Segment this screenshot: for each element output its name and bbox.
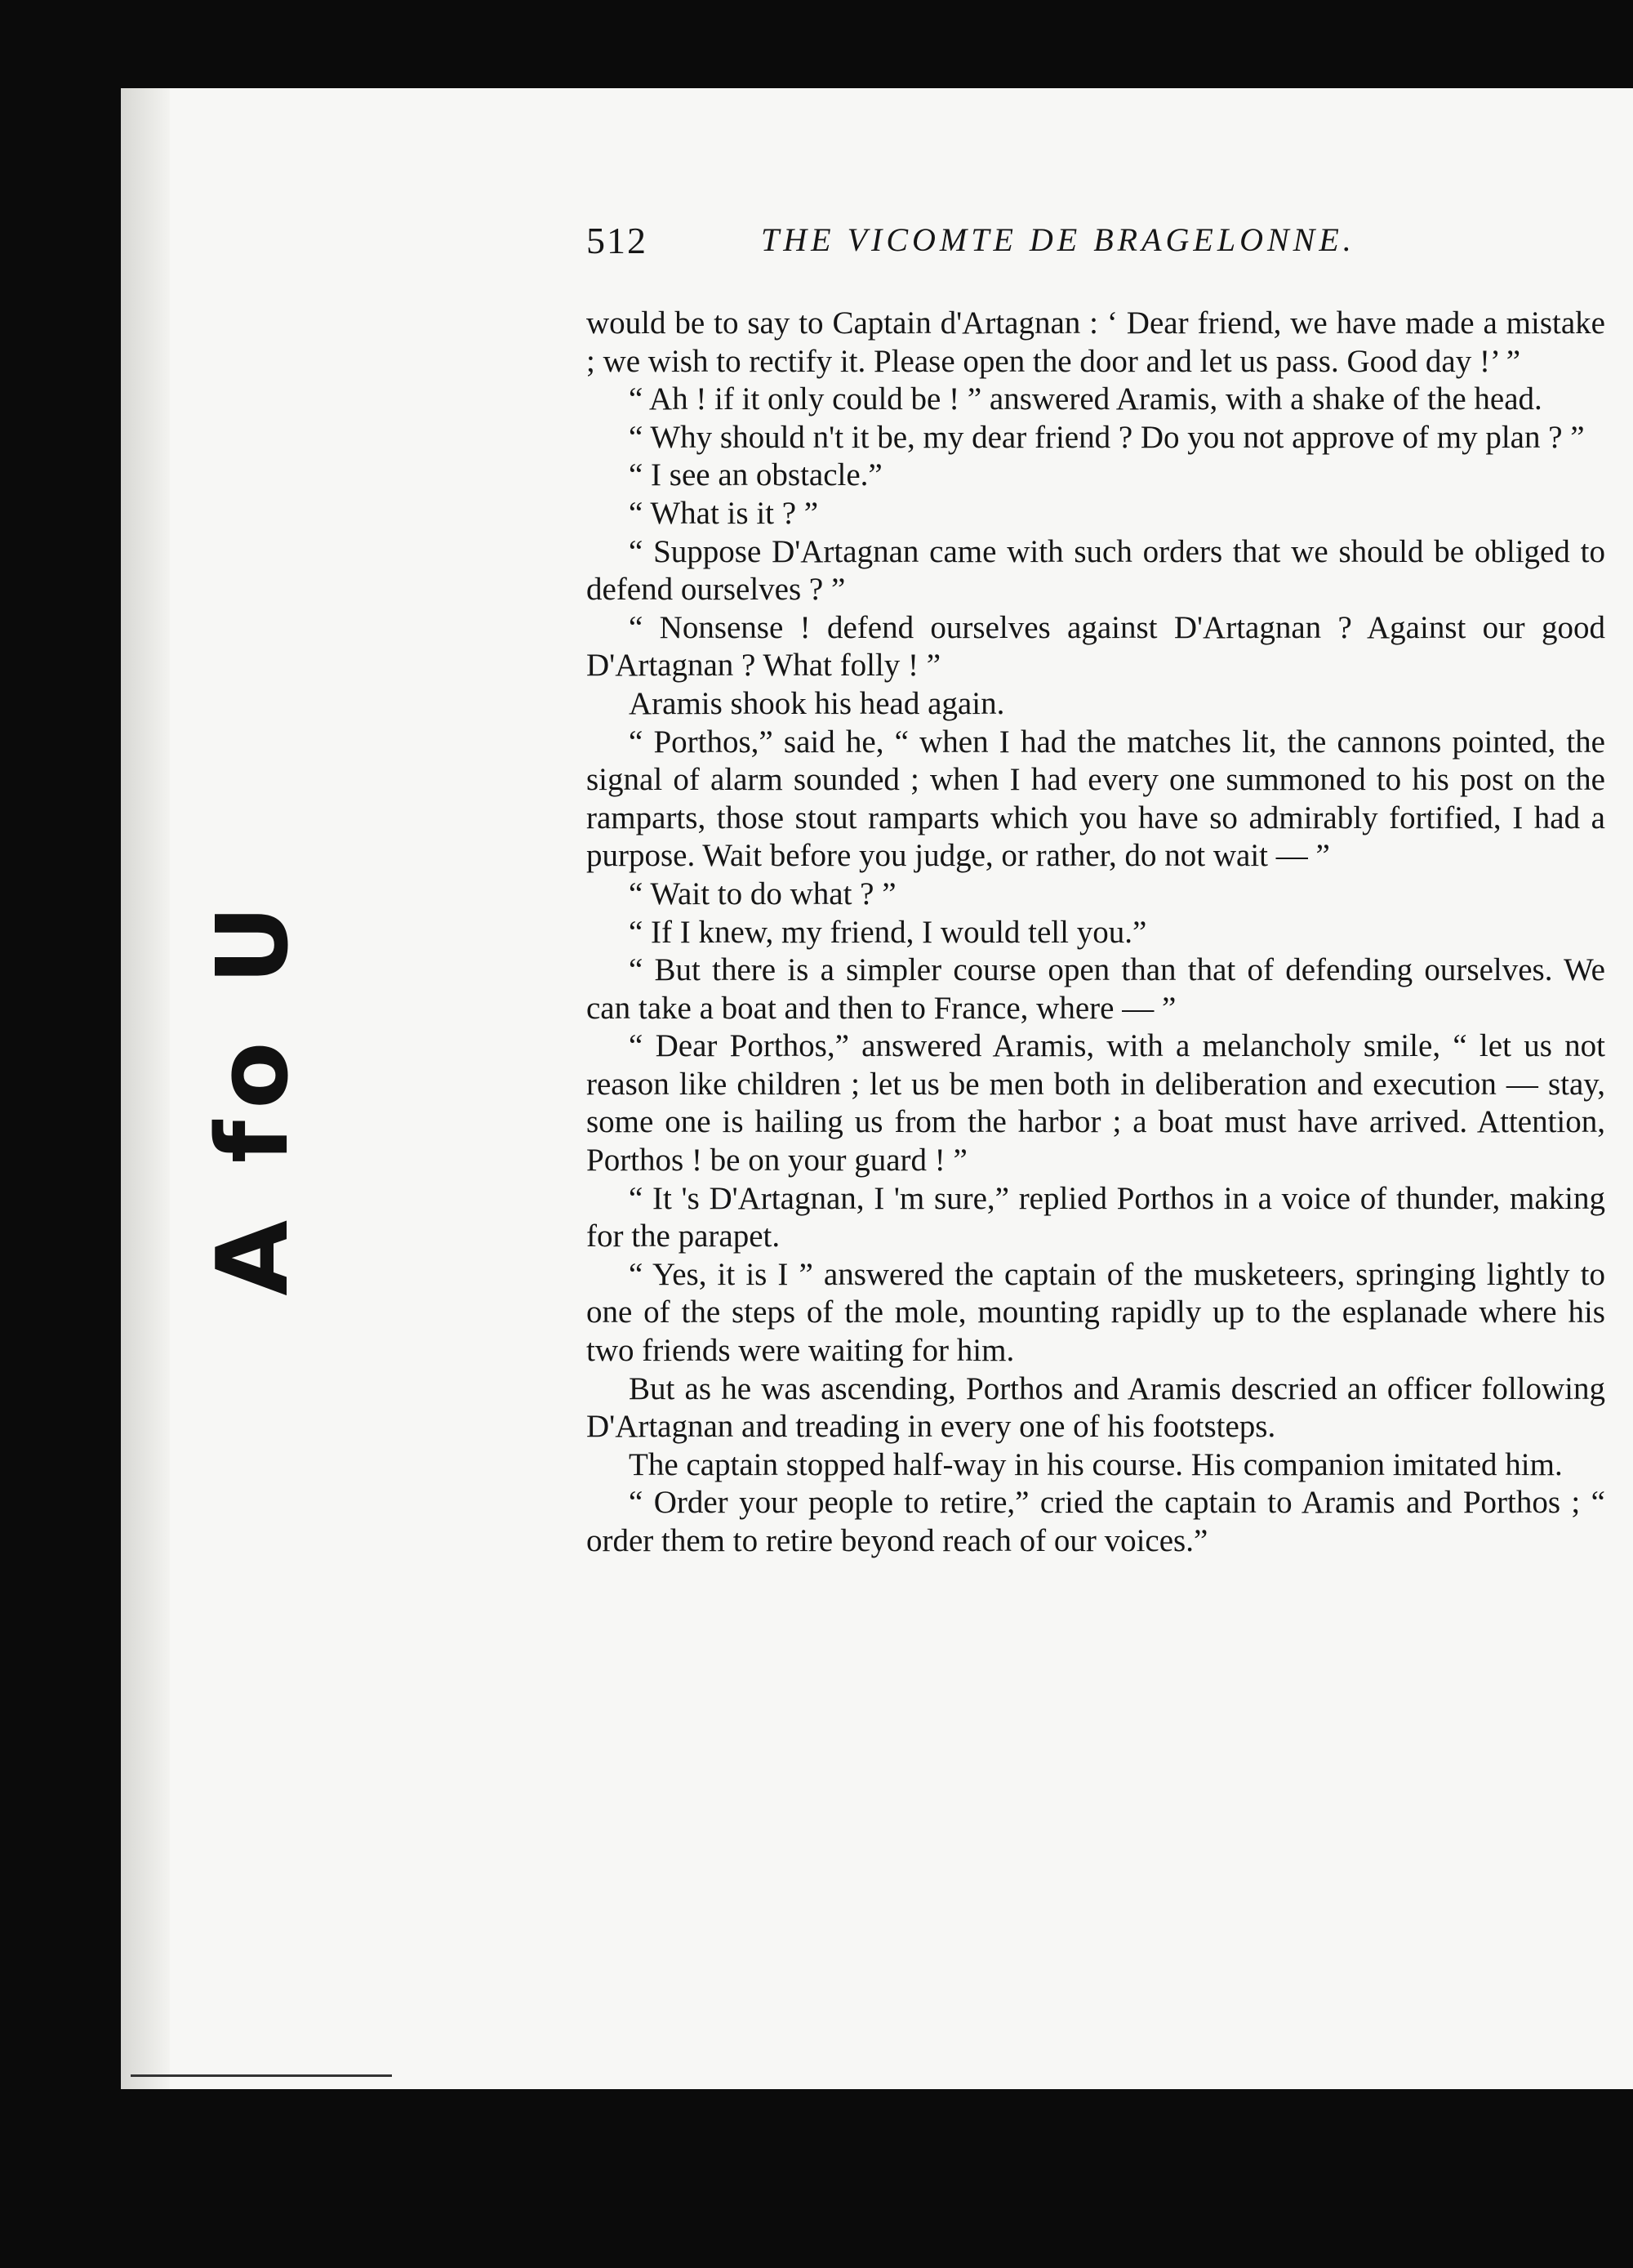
- paragraph: “ Ah ! if it only could be ! ” answered Aramis, with a shake of the head.: [629, 381, 1542, 417]
- paragraph: Aramis shook his head again.: [629, 685, 1005, 721]
- paragraph: “ Porthos,” said he, “ when I had the matches lit, the cannons pointed, the signal of alarm sounded ; when I had every one summoned to his post on the ramparts, those stout ramparts which you have so admirably fortified, I had a purpose. Wait before you judge, or rather, do not wait — ”: [586, 724, 1605, 874]
- paragraph: “ I see an obstacle.”: [629, 457, 883, 493]
- body-text: [586, 305, 1605, 1561]
- paragraph: “ But there is a simpler course open than that of defending ourselves. We can take a boat and then to France, where — ”: [586, 952, 1605, 1026]
- paragraph: But as he was ascending, Porthos and Aramis descried an officer following D'Artagnan and treading in every one of his footsteps.: [586, 1370, 1605, 1445]
- paragraph: “ Order your people to retire,” cried the captain to Aramis and Porthos ; “ order them to retire beyond reach of our voices.”: [586, 1485, 1605, 1558]
- paragraph: “ Why should n't it be, my dear friend ? Do you not approve of my plan ? ”: [629, 419, 1585, 455]
- page-number: 512: [586, 220, 647, 261]
- paragraph: would be to say to Captain d'Artagnan : ‘ Dear friend, we have made a mistake ; we wish to rectify it. Please open the door and let us pass. Good day !’ ”: [586, 305, 1605, 379]
- paragraph: The captain stopped half-way in his course. His companion imitated him.: [629, 1446, 1563, 1482]
- paragraph: “ If I knew, my friend, I would tell you.”: [629, 914, 1147, 950]
- paragraph: “ Nonsense ! defend ourselves against D'Artagnan ? Against our good D'Artagnan ? What folly ! ”: [586, 609, 1605, 684]
- paragraph: “ What is it ? ”: [629, 495, 819, 531]
- library-stamp-text: A fo U: [196, 893, 310, 1296]
- paragraph: “ Dear Porthos,” answered Aramis, with a melancholy smile, “ let us not reason like children ; let us be men both in deliberation and execution — stay, some one is hailing us from the harbor ; a boat must have arrived. Attention, Porthos ! be on your guard ! ”: [586, 1028, 1605, 1179]
- page-edge-mark: [131, 2074, 392, 2077]
- page-fold-shadow: [121, 88, 170, 2089]
- paragraph: “ Wait to do what ? ”: [629, 876, 897, 911]
- paragraph: “ Suppose D'Artagnan came with such orders that we should be obliged to defend ourselves ? ”: [586, 533, 1605, 608]
- paragraph: “ It 's D'Artagnan, I 'm sure,” replied Porthos in a voice of thunder, making for the parapet.: [586, 1180, 1605, 1254]
- page-header: [586, 219, 1607, 268]
- paragraph: “ Yes, it is I ” answered the captain of the musketeers, springing lightly to one of the steps of the mole, mounting rapidly up to the esplanade where his two friends were waiting for him.: [586, 1256, 1605, 1369]
- library-stamp: [196, 893, 310, 1296]
- running-title: THE VICOMTE DE BRAGELONNE.: [761, 221, 1355, 258]
